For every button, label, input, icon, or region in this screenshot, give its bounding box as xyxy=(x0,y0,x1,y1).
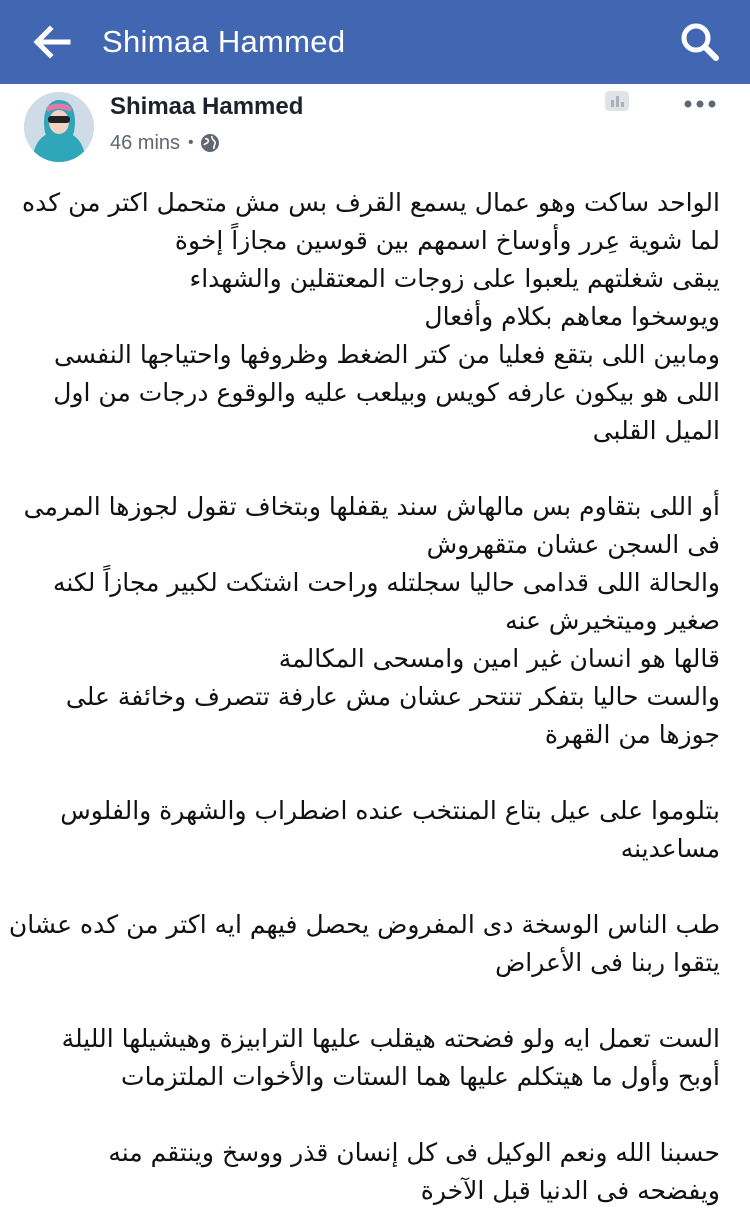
text-line: فى السجن عشان متقهروش xyxy=(426,530,720,559)
profile-photo xyxy=(24,92,94,162)
text-line: صغير وميتخيرش عنه xyxy=(505,606,720,635)
meta-separator: • xyxy=(188,134,194,151)
post-paragraph xyxy=(20,184,720,450)
text-line: اللى هو بيكون عارفه كويس وبيلعب عليه والوقوع درجات من اول xyxy=(53,378,720,407)
page-title: Shimaa Hammed xyxy=(102,24,346,59)
search-button[interactable] xyxy=(678,20,722,64)
text-line: والحالة اللى قدامى حاليا سجلتله وراحت اشتكت لكبير مجازاً لكنه xyxy=(52,568,720,597)
post-time[interactable]: 46 mins xyxy=(110,132,181,154)
text-line: ويوسخوا معاهم بكلام وأفعال xyxy=(424,302,720,331)
text-line: يبقى شغلتهم يلعبوا على زوجات المعتقلين والشهداء xyxy=(189,264,720,293)
post-paragraph xyxy=(20,488,720,754)
text-line: لما شوية عِرر وأوساخ اسمهم بين قوسين مجازاً إخوة xyxy=(174,226,720,255)
bar-chart-icon xyxy=(604,90,630,112)
post-header xyxy=(0,84,750,174)
post-paragraph xyxy=(8,906,720,982)
top-app-bar xyxy=(0,0,750,84)
text-line: والست حاليا بتفكر تنتحر عشان مش عارفة تتصرف وخائفة على xyxy=(65,682,720,711)
text-line: أو اللى بتقاوم بس مالهاش سند يقفلها وبتخاف تقول لجوزها المرمى xyxy=(23,492,720,521)
text-line: ويفضحه فى الدنيا قبل الآخرة xyxy=(420,1176,720,1205)
text-line: قالها هو انسان غير امين وامسحى المكالمة xyxy=(278,644,720,673)
text-line: بتلوموا على عيل بتاع المنتخب عنده اضطراب والشهرة والفلوس xyxy=(60,796,720,825)
post-paragraph xyxy=(20,792,720,868)
insights-button[interactable] xyxy=(604,90,630,112)
text-line: جوزها من القهرة xyxy=(544,720,720,749)
globe-icon xyxy=(200,133,220,153)
more-options-button[interactable] xyxy=(680,92,720,116)
back-button[interactable] xyxy=(28,22,72,62)
text-line: الواحد ساكت وهو عمال يسمع القرف بس مش متحمل اكتر من كده xyxy=(22,188,720,217)
text-line: ومابين اللى بتقع فعليا من كتر الضغط وظروفها واحتياجها النفسى xyxy=(53,340,720,369)
text-line: طب الناس الوسخة دى المفروض يحصل فيهم ايه اكتر من كده عشان xyxy=(8,910,720,939)
text-line: يتقوا ربنا فى الأعراض xyxy=(495,948,720,977)
arrow-left-icon xyxy=(28,22,72,62)
post-meta xyxy=(110,130,220,156)
text-line: حسبنا الله ونعم الوكيل فى كل إنسان قذر ووسخ وينتقم منه xyxy=(108,1138,720,1167)
text-line: أوبح وأول ما هيتكلم عليها هما الستات والأخوات الملتزمات xyxy=(121,1062,720,1091)
avatar[interactable] xyxy=(24,92,94,162)
text-line: مساعدينه xyxy=(620,834,720,863)
text-line: الست تعمل ايه ولو فضحته هيقلب عليها الترابيزة وهيشيلها الليلة xyxy=(61,1024,720,1053)
more-horizontal-icon xyxy=(680,92,720,116)
post-paragraph xyxy=(20,1134,720,1210)
post-text xyxy=(8,184,720,1210)
author-name[interactable]: Shimaa Hammed xyxy=(110,93,304,120)
text-line: الميل القلبى xyxy=(592,416,720,445)
post-paragraph xyxy=(20,1020,720,1096)
search-icon xyxy=(678,20,722,64)
